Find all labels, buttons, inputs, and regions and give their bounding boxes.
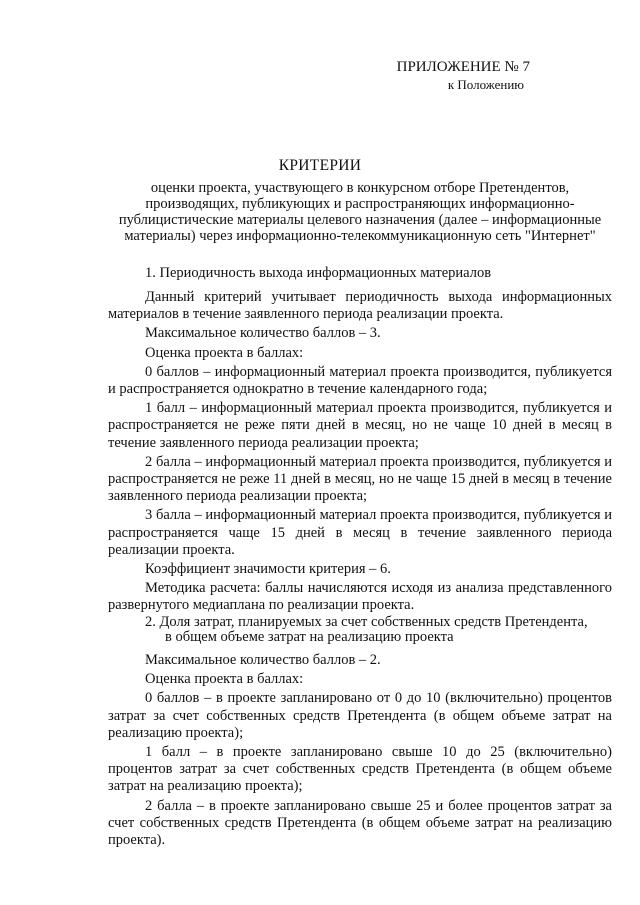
document-title: КРИТЕРИИ	[278, 157, 362, 174]
paragraph: Оценка проекта в баллах:	[145, 671, 304, 688]
section-2-heading-line-1: 2. Доля затрат, планируемых за счет собственных средств Претендента,	[145, 614, 588, 630]
paragraph: Данный критерий учитывает периодичность выхода информационных материалов в течение заявленного периода реализации проекта.	[108, 289, 612, 323]
appendix-label	[397, 58, 530, 93]
paragraph: 0 баллов – в проекте запланировано от 0 до 10 (включительно) процентов затрат за счет собственных средств Претендента (в общем объеме затрат на реализацию проекта);	[108, 690, 612, 741]
section-2-body	[108, 652, 612, 849]
paragraph: Методика расчета: баллы начисляются исходя из анализа представленного развернутого медиаплана по реализации проекта.	[108, 580, 612, 614]
paragraph: 2 балла – в проекте запланировано свыше 25 и более процентов затрат за счет собственных средств Претендента (в общем объеме затрат на реализацию проекта).	[108, 797, 612, 849]
section-1-heading: 1. Периодичность выхода информационных материалов	[145, 265, 492, 281]
appendix-subtitle: к Положению	[447, 77, 524, 92]
section-1-body	[108, 289, 612, 615]
paragraph: Максимальное количество баллов – 2.	[145, 652, 381, 668]
section-2-heading-line-2: в общем объеме затрат на реализацию проекта	[165, 629, 454, 645]
paragraph: 2 балла – информационный материал проекта производится, публикуется и распространяется не реже 11 дней в месяц, но не чаще 15 дней в месяц в течение заявленного периода реализации проекта;	[108, 453, 612, 505]
paragraph: Коэффициент значимости критерия – 6.	[145, 561, 391, 578]
document-subtitle: оценки проекта, участвующего в конкурсном отборе Претендентов, производящих, публикующих и распространяющих информационно-публицистические материалы целевого назначения (далее – информационные материалы) через информационно-телекоммуникационную сеть "Интернет"	[118, 180, 602, 244]
paragraph: 3 балла – информационный материал проекта производится, публикуется и распространяется чаще 15 дней в месяц в течение заявленного периода реализации проекта.	[108, 507, 612, 558]
paragraph: 1 балл – информационный материал проекта производится, публикуется и распространяется не реже пяти дней в месяц, но не чаще 10 дней в месяц в течение заявленного периода реализации проекта;	[108, 400, 612, 451]
appendix-title: ПРИЛОЖЕНИЕ № 7	[396, 59, 530, 75]
paragraph: 0 баллов – информационный материал проекта производится, публикуется и распространяется однократно в течение календарного года;	[108, 363, 612, 398]
paragraph: Оценка проекта в баллах:	[145, 344, 304, 361]
paragraph: Максимальное количество баллов – 3.	[145, 325, 381, 342]
paragraph: 1 балл – в проекте запланировано свыше 10 до 25 (включительно) процентов затрат за счет собственных средств Претендента (в общем объеме затрат на реализацию проекта);	[108, 744, 612, 795]
